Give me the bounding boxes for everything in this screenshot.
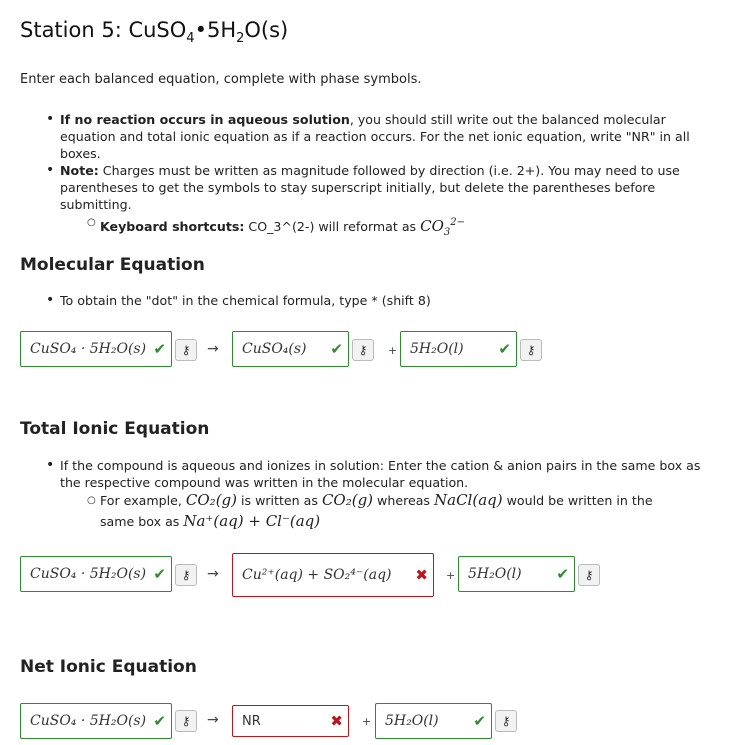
reaction-arrow: → [207, 566, 219, 582]
incorrect-cross-icon: ✖ [415, 566, 428, 584]
net-ionic-product2-input[interactable]: 5H₂O(l) ✔ [375, 703, 492, 739]
instruction-bullet-2: • Note: Charges must be written as magnitude followed by direction (i.e. 2+). You may need to use parentheses to get the symbols to stay superscript initially, but delete the parentheses before submitting. [46, 162, 680, 212]
instruction-bullet-shortcuts: ○ Keyboard shortcuts: CO_3^(2-) will reformat as $CO_3^{2-}$ [87, 217, 466, 238]
key-icon[interactable]: ⚷ [352, 339, 374, 361]
total-ionic-reactant-input[interactable]: CuSO₄ · 5H₂O(s) ✔ [20, 556, 172, 592]
total-ionic-tip: • If the compound is aqueous and ionizes in solution: Enter the cation & anion pairs in the same box as the respective compound was written in the molecular equation. [46, 457, 701, 490]
correct-check-icon: ✔ [556, 565, 569, 583]
net-ionic-product1-input[interactable]: NR ✖ [232, 705, 349, 737]
key-icon[interactable]: ⚷ [578, 564, 600, 586]
plus-sign: + [388, 344, 398, 357]
molecular-tip: • To obtain the "dot" in the chemical formula, type * (shift 8) [46, 292, 431, 308]
correct-check-icon: ✔ [153, 712, 166, 730]
page-title: Station 5: $CuSO_4•5H_2O(s)$ [20, 18, 289, 47]
total-ionic-heading: Total Ionic Equation [20, 419, 210, 439]
incorrect-cross-icon: ✖ [330, 712, 343, 730]
key-icon[interactable]: ⚷ [520, 339, 542, 361]
total-ionic-product2-input[interactable]: 5H₂O(l) ✔ [458, 556, 575, 592]
molecular-product1-input[interactable]: CuSO₄(s) ✔ [232, 331, 349, 367]
correct-check-icon: ✔ [330, 340, 343, 358]
key-icon[interactable]: ⚷ [495, 710, 517, 732]
intro-text: Enter each balanced equation, complete with phase symbols. [20, 72, 422, 87]
net-ionic-heading: Net Ionic Equation [20, 657, 197, 677]
total-ionic-product1-input[interactable]: Cu²⁺(aq) + SO₂⁴⁻(aq) ✖ [232, 553, 434, 597]
key-icon[interactable]: ⚷ [175, 339, 197, 361]
reaction-arrow: → [207, 341, 219, 357]
plus-sign: + [446, 569, 456, 582]
plus-sign: + [362, 715, 372, 728]
molecular-product2-input[interactable]: 5H₂O(l) ✔ [400, 331, 517, 367]
correct-check-icon: ✔ [498, 340, 511, 358]
net-ionic-reactant-input[interactable]: CuSO₄ · 5H₂O(s) ✔ [20, 703, 172, 739]
key-icon[interactable]: ⚷ [175, 710, 197, 732]
correct-check-icon: ✔ [153, 340, 166, 358]
total-ionic-example: ○ For example, CO₂(g) is written as CO₂(g) whereas NaCl(aq) would be written in the same box as Na⁺(aq) + Cl⁻(aq) [87, 491, 653, 530]
molecular-reactant-input[interactable]: CuSO₄ · 5H₂O(s) ✔ [20, 331, 172, 367]
key-icon[interactable]: ⚷ [175, 564, 197, 586]
instruction-bullet-1: • If no reaction occurs in aqueous solution, you should still write out the balanced molecular equation and total ionic equation as if a reaction occurs. For the net ionic equation, write "NR" in all boxes. [46, 111, 690, 161]
molecular-heading: Molecular Equation [20, 255, 205, 275]
correct-check-icon: ✔ [153, 565, 166, 583]
reaction-arrow: → [207, 712, 219, 728]
correct-check-icon: ✔ [473, 712, 486, 730]
